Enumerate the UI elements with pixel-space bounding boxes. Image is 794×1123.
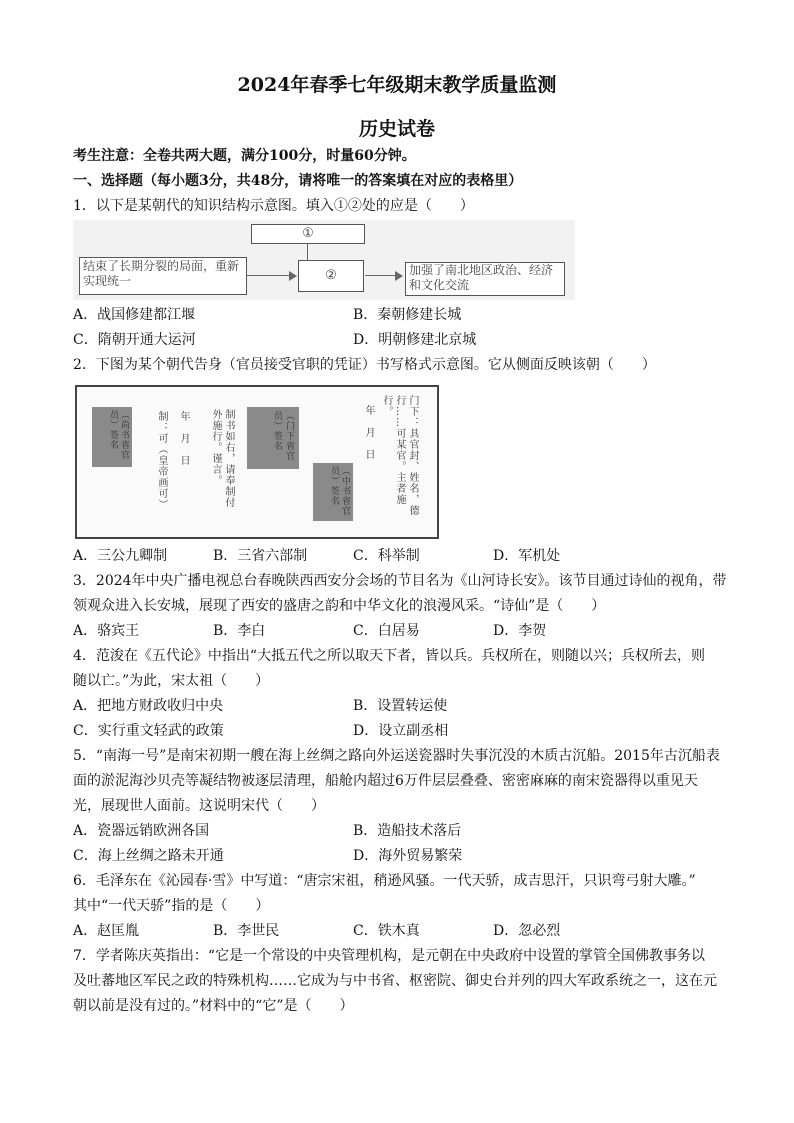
q2-option-a: A．三公九卿制 [73,548,168,564]
q4-option-d: D．设立副丞相 [353,723,449,739]
q1-stem: 1．以下是某朝代的知识结构示意图。填入①②处的应是（ ） [73,198,474,214]
q1-arrow-right [365,275,397,276]
q7-line-3: 朝以前是没有过的。”材料中的“它”是（ ） [73,998,354,1014]
q3-option-b: B．李白 [213,623,266,639]
seal-menxia-text: （门下省官员）签名 [272,411,294,461]
q1-box-top: ① [251,224,365,244]
seal-zhongshu [313,463,353,521]
q4-line-2: 随以亡。”为此，宋太祖（ ） [73,673,270,689]
q1-arrow-left [247,275,291,276]
subject-title: 历史试卷 [358,118,435,140]
q5-line-3: 光，展现世人面前。这说明宋代（ ） [73,798,325,814]
q1-diagram [73,220,575,300]
q2-col-zhike: 制：可（皇帝画可） [156,411,167,510]
q1-option-c: C．隋朝开通大运河 [73,332,196,348]
q1-box-left: 结束了长期分裂的局面，重新实现统一 [79,257,247,295]
q2-col-menxia: 门下：具官封、姓名，德行……可某官。主者施行。 [381,395,418,516]
q4-line-1: 4．范浚在《五代论》中指出“大抵五代之所以取天下者，皆以兵。兵权所在，则随以兴；兵权所去，则 [73,648,706,664]
q6-line-2: 其中“一代天骄”指的是（ ） [73,898,270,914]
q5-line-2: 面的淤泥海沙贝壳等凝结物被逐层清理，船舱内超过6万件层层叠叠、密密麻麻的南宋瓷器得以重见天 [73,773,698,789]
q4-option-b: B．设置转运使 [353,698,448,714]
q5-line-1: 5．“南海一号”是南宋初期一艘在海上丝绸之路向外运送瓷器时失事沉没的木质古沉船。2015年古沉船表 [73,748,720,764]
seal-menxia [247,407,299,469]
q2-col-date1: 年 月 日 [363,405,374,460]
q1-box-middle: ② [298,260,364,292]
q3-line-1: 3．2024年中央广播电视总台春晚陕西西安分会场的节目名为《山河诗长安》。该节目通过诗仙的视角，带 [73,573,727,589]
section-heading: 一、选择题（每小题3分，共48分，请将唯一的答案填在对应的表格里） [73,173,523,189]
q2-stem: 2．下图为某个朝代告身（官员接受官职的凭证）书写格式示意图。它从侧面反映该朝（ ） [73,357,656,373]
q2-diagram [75,385,439,539]
q1-box-right: 加强了南北地区政治、经济和文化交流 [405,262,565,296]
q6-option-a: A．赵匡胤 [73,923,140,939]
q1-arrowhead-left [289,271,297,281]
q6-line-1: 6．毛泽东在《沁园春·雪》中写道：“唐宗宋祖，稍逊风骚。一代天骄，成吉思汗，只识弯弓射大雕。” [73,873,696,889]
q6-option-b: B．李世民 [213,923,280,939]
q2-option-c: C．科举制 [353,548,420,564]
exam-notice: 考生注意：全卷共两大题，满分100分，时量60分钟。 [73,148,416,164]
q4-option-a: A．把地方财政收归中央 [73,698,224,714]
q1-arrowhead-right [395,271,403,281]
q1-option-d: D．明朝修建北京城 [353,332,477,348]
q3-option-c: C．白居易 [353,623,420,639]
page-title: 2024年春季七年级期末教学质量监测 [237,74,557,96]
q2-option-b: B．三省六部制 [213,548,308,564]
q1-option-b: B．秦朝修建长城 [353,307,462,323]
q5-option-c: C．海上丝绸之路未开通 [73,848,224,864]
q2-col-zhishu: 制书如右，请奉制付外施行。谨言。 [210,409,234,508]
q3-option-d: D．李贺 [493,623,547,639]
q5-option-d: D．海外贸易繁荣 [353,848,463,864]
q6-option-c: C．铁木真 [353,923,420,939]
q6-option-d: D．忽必烈 [493,923,561,939]
q2-col-date2: 年 月 日 [178,411,189,466]
q4-option-c: C．实行重文轻武的政策 [73,723,224,739]
q5-option-b: B．造船技术落后 [353,823,462,839]
q1-option-a: A．战国修建都江堰 [73,307,196,323]
q3-line-2: 领观众进入长安城，展现了西安的盛唐之韵和中华文化的浪漫风采。“诗仙”是（ ） [73,598,606,614]
seal-shangshu [92,407,132,467]
seal-zhongshu-text: （中书省官员）签名 [329,466,350,516]
q7-line-2: 及吐蕃地区军民之政的特殊机构……它成为与中书省、枢密院、御史台并列的四大军政系统之一，这在元 [73,973,717,989]
q3-option-a: A．骆宾王 [73,623,140,639]
seal-shangshu-text: （尚书省官员）签名 [108,410,129,460]
q2-option-d: D．军机处 [493,548,561,564]
q7-line-1: 7．学者陈庆英指出：“它是一个常设的中央管理机构，是元朝在中央政府中设置的掌管全国佛教事务以 [73,948,706,964]
q5-option-a: A．瓷器远销欧洲各国 [73,823,210,839]
